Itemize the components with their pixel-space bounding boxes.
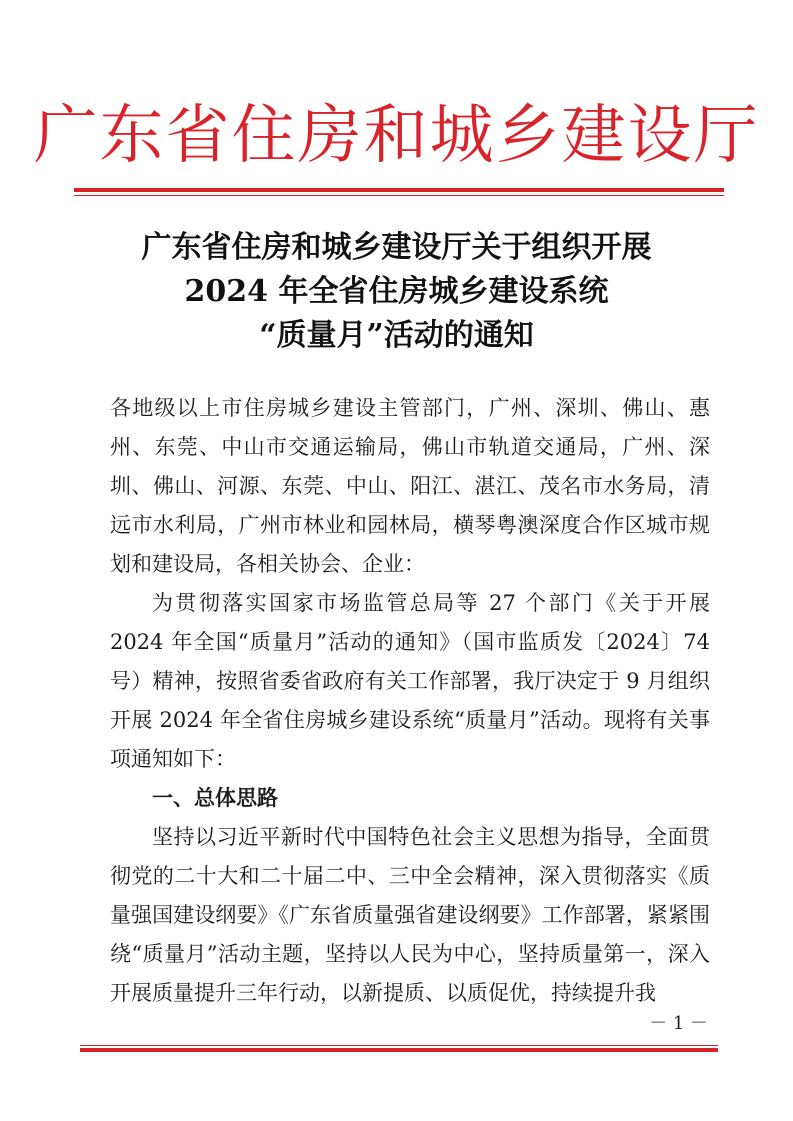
- footer-red-rule: [80, 1045, 718, 1052]
- document-title: [0, 226, 793, 358]
- footer-rule-thin: [80, 1045, 718, 1046]
- footer-rule-thick: [80, 1048, 718, 1052]
- page-number: － 1 －: [649, 1013, 708, 1034]
- document-body: [110, 389, 710, 1013]
- masthead-red-rule: [74, 188, 724, 196]
- red-rule-thick: [74, 188, 724, 192]
- issuing-authority-masthead: 广东省住房和城乡建设厅: [33, 99, 760, 173]
- title-line-2: 2024 年全省住房城乡建设系统: [184, 274, 609, 309]
- title-line-1: 广东省住房和城乡建设厅关于组织开展: [141, 230, 652, 265]
- section-heading-1: 一、总体思路: [152, 786, 278, 810]
- intro-paragraph: 为贯彻落实国家市场监管总局等 27 个部门《关于开展 2024 年全国“质量月”活动的通知》（国市监质发〔2024〕74 号）精神，按照省委省政府有关工作部署，我厅决定于 9 月组织开展 2024 年全省住房城乡建设系统“质量月”活动。现将有关事项通知如下：: [110, 591, 710, 771]
- red-rule-thin: [74, 195, 724, 196]
- recipients-paragraph: 各地级以上市住房城乡建设主管部门，广州、深圳、佛山、惠州、东莞、中山市交通运输局，佛山市轨道交通局，广州、深圳、佛山、河源、东莞、中山、阳江、湛江、茂名市水务局，清远市水利局，广州市林业和园林局，横琴粤澳深度合作区城市规划和建设局，各相关协会、企业：: [110, 396, 710, 576]
- section-1-paragraph: 坚持以习近平新时代中国特色社会主义思想为指导，全面贯彻党的二十大和二十届二中、三中全会精神，深入贯彻落实《质量强国建设纲要》《广东省质量强省建设纲要》工作部署，紧紧围绕“质量月”活动主题，坚持以人民为中心，坚持质量第一，深入开展质量提升三年行动，以新提质、以质促优，持续提升我: [110, 825, 710, 1005]
- title-line-3: “质量月”活动的通知: [259, 318, 534, 353]
